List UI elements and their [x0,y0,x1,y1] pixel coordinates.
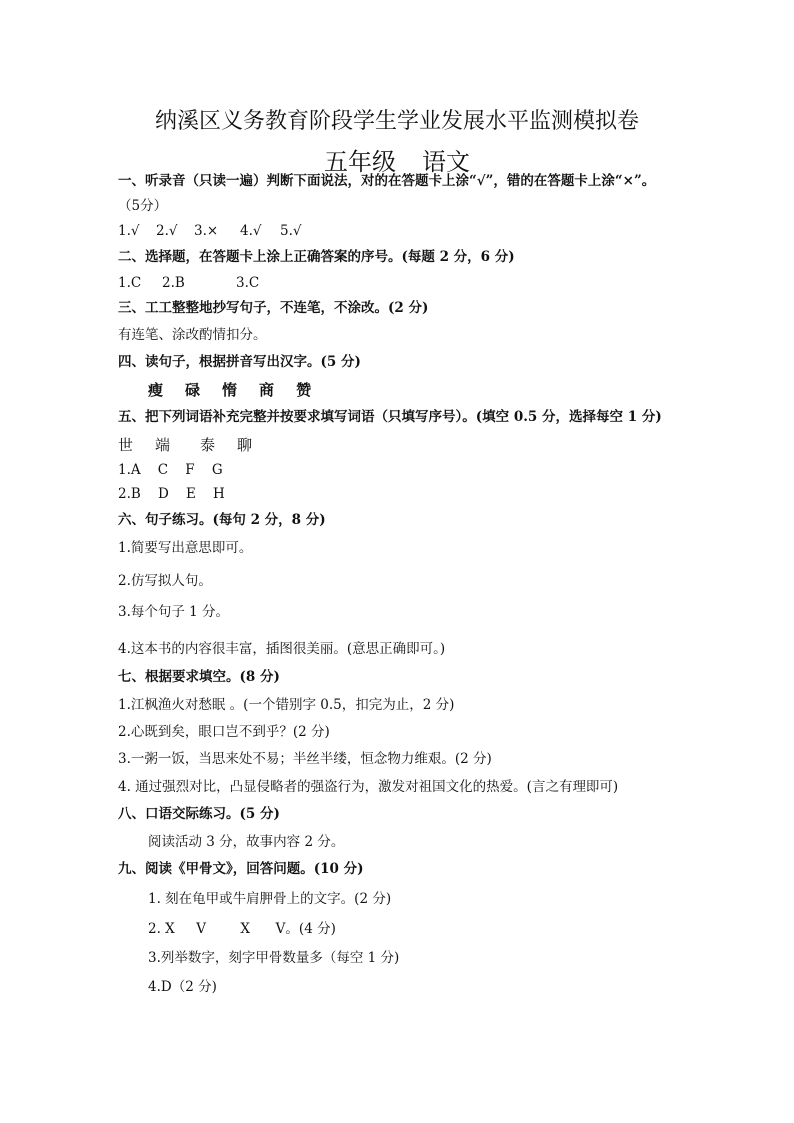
section-9-item: 3.列举数字，刻字甲骨数量多（每空 1 分) [148,950,400,966]
section-1-score: （5分） [118,198,168,214]
section-6-item: 3.每个句子 1 分。 [118,604,230,620]
section-8-title: 八、口语交际练习。(5 分) [118,806,280,822]
answer-char: 世 [118,436,134,454]
answer-item: 5.√ [280,223,302,239]
answer-char: 瘦 [148,381,164,399]
section-2-answers [118,274,259,292]
section-9-item: 4.D（2 分) [148,979,217,995]
answer-item: 2.B [162,275,185,291]
section-9-item: 1. 刻在龟甲或牛肩胛骨上的文字。(2 分) [148,891,392,907]
section-6-title: 六、句子练习。(每句 2 分，8 分) [118,512,326,528]
section-5-line-2: 2.B D E H [118,486,225,502]
answer-char: 聊 [237,436,253,454]
section-7-item: 3.一粥一饭，当思来处不易；半丝半缕，恒念物力维艰。(2 分) [118,751,492,767]
section-3-note: 有连笔、涂改酌情扣分。 [118,327,267,343]
section-6-item: 2.仿写拟人句。 [118,573,212,589]
answer-char: 惰 [222,381,238,399]
answer-item: 2.√ [156,223,178,239]
section-1-title: 一、听录音（只读一遍）判断下面说法，对的在答题卡上涂“√”，错的在答题卡上涂“×”。 [118,173,656,189]
section-5-line-1: 1.A C F G [118,462,223,478]
answer-char: 泰 [200,436,216,454]
subject-label: 语文 [422,148,470,176]
section-9-title: 九、阅读《甲骨文》，回答问题。(10 分) [118,861,364,877]
answer-char: 赞 [296,381,312,399]
section-6-item: 1.简要写出意思即可。 [118,540,253,556]
section-5-chars [118,436,252,454]
section-7-item: 2.心既到矣，眼口岂不到乎？(2 分) [118,724,330,740]
answer-item: 1.C [118,275,142,291]
answer-item: 4.√ [240,223,262,239]
page-title: 纳溪区义务教育阶段学生学业发展水平监测模拟卷 [154,109,639,134]
section-8-note: 阅读活动 3 分，故事内容 2 分。 [148,834,345,850]
answer-item: 1.√ [118,223,140,239]
section-5-title: 五、把下列词语补充完整并按要求填写词语（只填写序号）。(填空 0.5 分，选择每空 1 分) [118,409,662,425]
answer-char: 端 [155,436,171,454]
section-6-item: 4.这本书的内容很丰富，插图很美丽。(意思正确即可。) [118,641,446,657]
section-7-title: 七、根据要求填空。(8 分) [118,669,280,685]
section-1-answers [118,222,301,240]
section-3-title: 三、工工整整地抄写句子，不连笔，不涂改。(2 分) [118,300,429,316]
section-2-title: 二、选择题，在答题卡上涂上正确答案的序号。(每题 2 分，6 分) [118,249,515,265]
section-9-item: 2. X V X V。(4 分) [148,921,336,937]
section-4-title: 四、读句子，根据拼音写出汉字。(5 分) [118,354,361,370]
grade-label: 五年级 [324,148,396,176]
answer-item: 3.× [194,223,219,239]
section-7-item: 1.江枫渔火对愁眠 。(一个错别字 0.5，扣完为止，2 分) [118,697,455,713]
section-7-item: 4. 通过强烈对比，凸显侵略者的强盗行为，激发对祖国文化的热爱。(言之有理即可) [118,779,619,795]
answer-char: 商 [259,381,275,399]
answer-char: 碌 [185,381,201,399]
section-4-answers [148,381,311,399]
answer-item: 3.C [236,275,260,291]
